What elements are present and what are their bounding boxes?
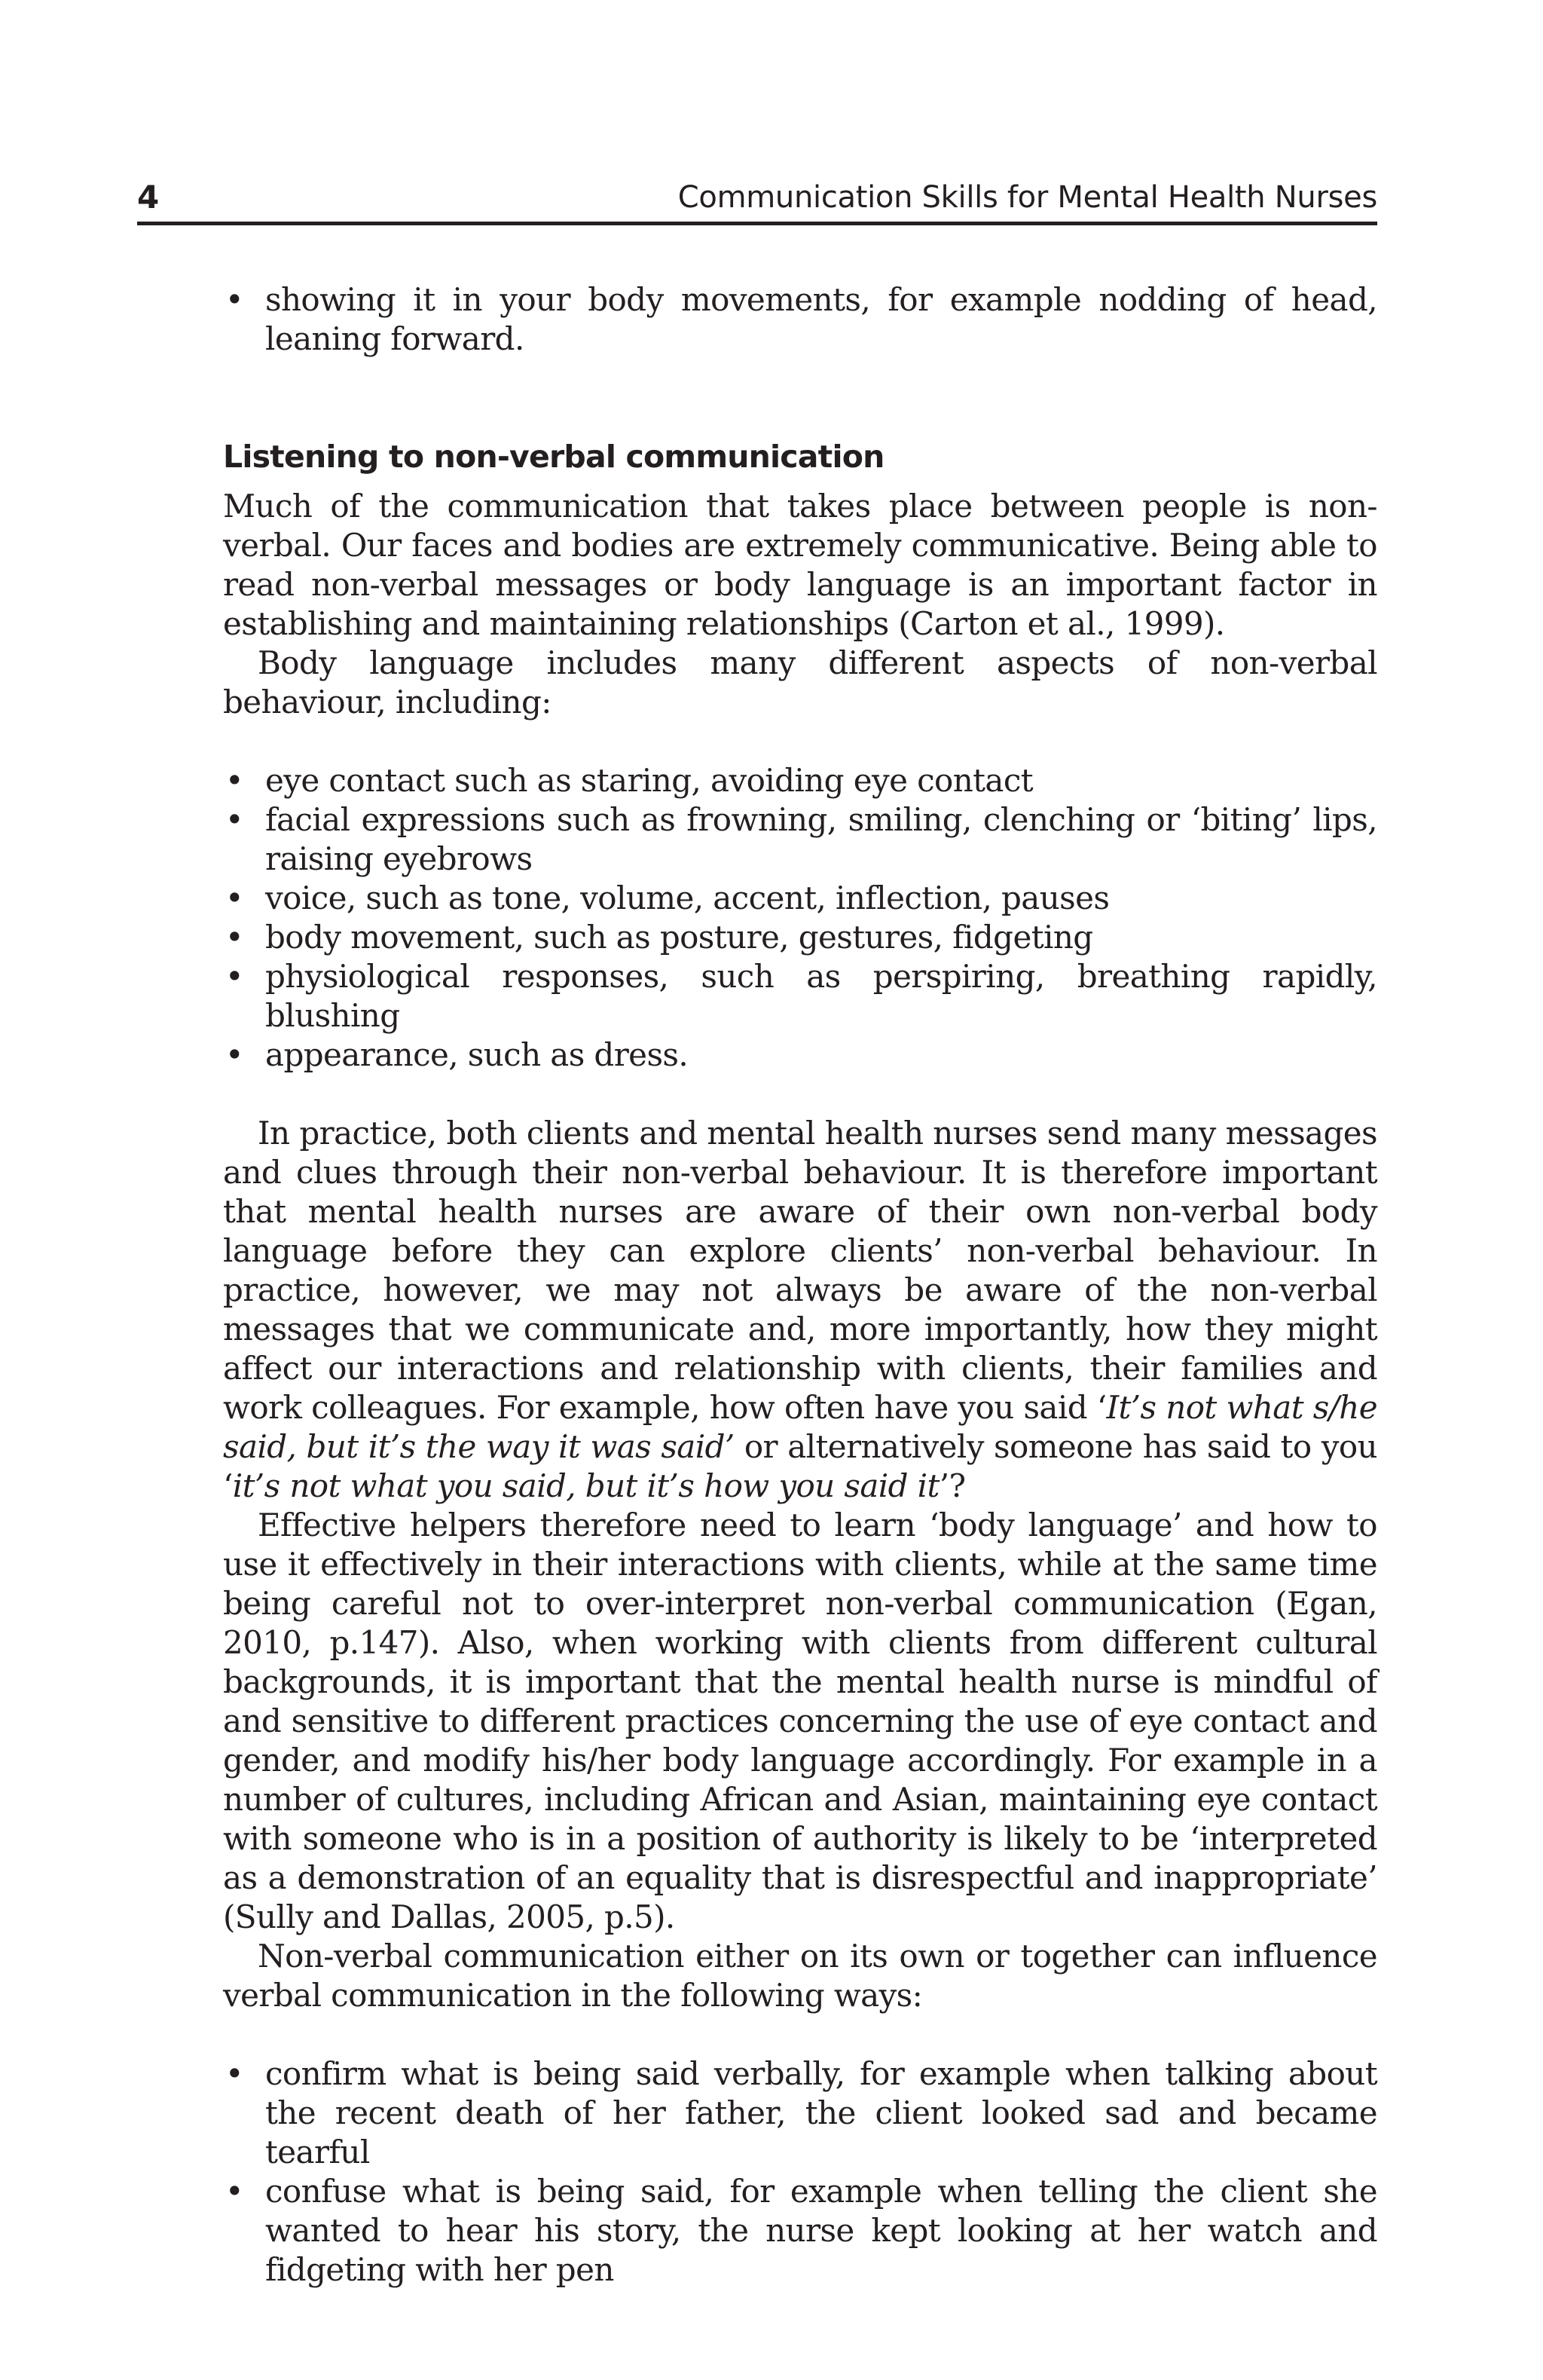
list-item: [223, 2172, 1377, 2290]
paragraph-text: or alternatively someone has said to you ‘: [223, 1428, 1377, 1504]
paragraph-body-language: Body language includes many different aspects of non-verbal behaviour, including:: [223, 644, 1377, 720]
bullet-icon: •: [225, 2173, 244, 2210]
section-heading: Listening to non-verbal communication: [223, 439, 885, 475]
bullet-icon: •: [225, 2055, 244, 2092]
running-title: Communication Skills for Mental Health Nurses: [677, 180, 1377, 215]
list-item-text: confuse what is being said, for example when telling the client she wanted to hear his story, the nurse kept looking at her watch and fidgeting with her pen: [265, 2173, 1377, 2288]
list-item-text: showing it in your body movements, for example nodding of head, leaning forward.: [265, 281, 1377, 357]
running-header: [137, 176, 1377, 225]
paragraph-text: In practice, both clients and mental health nurses send many messages and clues through their non-verbal behaviour. It is therefore important that mental health nurses are aware of their own non-verbal body language before they can explore clients’ non-verbal behaviour. In practice, however, we may not always be aware of the non-verbal messages that we communicate and, more importantly, how they might affect our interactions and relationship with clients, their families and work colleagues. For example, how often have you said ‘: [223, 1115, 1377, 1426]
list-item: [223, 2054, 1377, 2172]
list-item-text: voice, such as tone, volume, accent, inflection, pauses: [265, 879, 1110, 916]
page-body: [223, 280, 1377, 2329]
list-item: [223, 918, 1377, 957]
paragraph-in-practice: [223, 1114, 1377, 1506]
list-item-text: appearance, such as dress.: [265, 1036, 689, 1073]
paragraph-text: ’?: [939, 1467, 966, 1504]
list-item-text: facial expressions such as frowning, smiling, clenching or ‘biting’ lips, raising eyebrows: [265, 801, 1377, 877]
list-item-text: physiological responses, such as perspiring, breathing rapidly, blushing: [265, 958, 1377, 1034]
bullet-icon: •: [225, 919, 244, 956]
italic-quote: It’s not what s/he said, but it’s the way it was said’: [223, 1389, 1377, 1465]
continued-bullet-list: [223, 280, 1377, 359]
page-number: 4: [137, 179, 160, 216]
list-item: [223, 800, 1377, 879]
paragraph-intro: Much of the communication that takes place between people is non-verbal. Our faces and bodies are extremely communicative. Being able to read non-verbal messages or body language is an important factor in establishing and maintaining relationships (Carton et al., 1999).: [223, 488, 1377, 642]
list-item-text: body movement, such as posture, gestures, fidgeting: [265, 919, 1093, 956]
bullet-icon: •: [225, 801, 244, 838]
bullet-icon: •: [225, 1036, 244, 1073]
list-item: [223, 761, 1377, 800]
bullet-icon: •: [225, 879, 244, 916]
list-item: [223, 1036, 1377, 1075]
paragraph-effective-helpers: Effective helpers therefore need to learn ‘body language’ and how to use it effectively in their interactions with clients, while at the same time being careful not to over-interpret non-verbal communication (Egan, 2010, p.147). Also, when working with clients from different cultural backgrounds, it is important that the mental health nurse is mindful of and sensitive to different practices concerning the use of eye contact and gender, and modify his/her body language accordingly. For example in a number of cultures, including African and Asian, maintaining eye contact with someone who is in a position of authority is likely to be ‘interpreted as a demonstration of an equality that is disrespectful and inappropriate’ (Sully and Dallas, 2005, p.5).: [223, 1507, 1377, 1935]
paragraph-influence: Non-verbal communication either on its own or together can influence verbal communication in the following ways:: [223, 1938, 1377, 2014]
bullet-icon: •: [225, 958, 244, 995]
list-item: [223, 879, 1377, 918]
italic-quote: it’s not what you said, but it’s how you said it: [232, 1467, 940, 1504]
bullet-icon: •: [225, 762, 244, 799]
body-language-list: [223, 761, 1377, 1075]
bullet-icon: •: [225, 281, 244, 318]
list-item: [223, 280, 1377, 359]
list-item-text: eye contact such as staring, avoiding eye contact: [265, 762, 1034, 799]
influence-list: [223, 2054, 1377, 2290]
list-item-text: confirm what is being said verbally, for example when talking about the recent death of her father, the client looked sad and became tearful: [265, 2055, 1377, 2170]
list-item: [223, 957, 1377, 1036]
